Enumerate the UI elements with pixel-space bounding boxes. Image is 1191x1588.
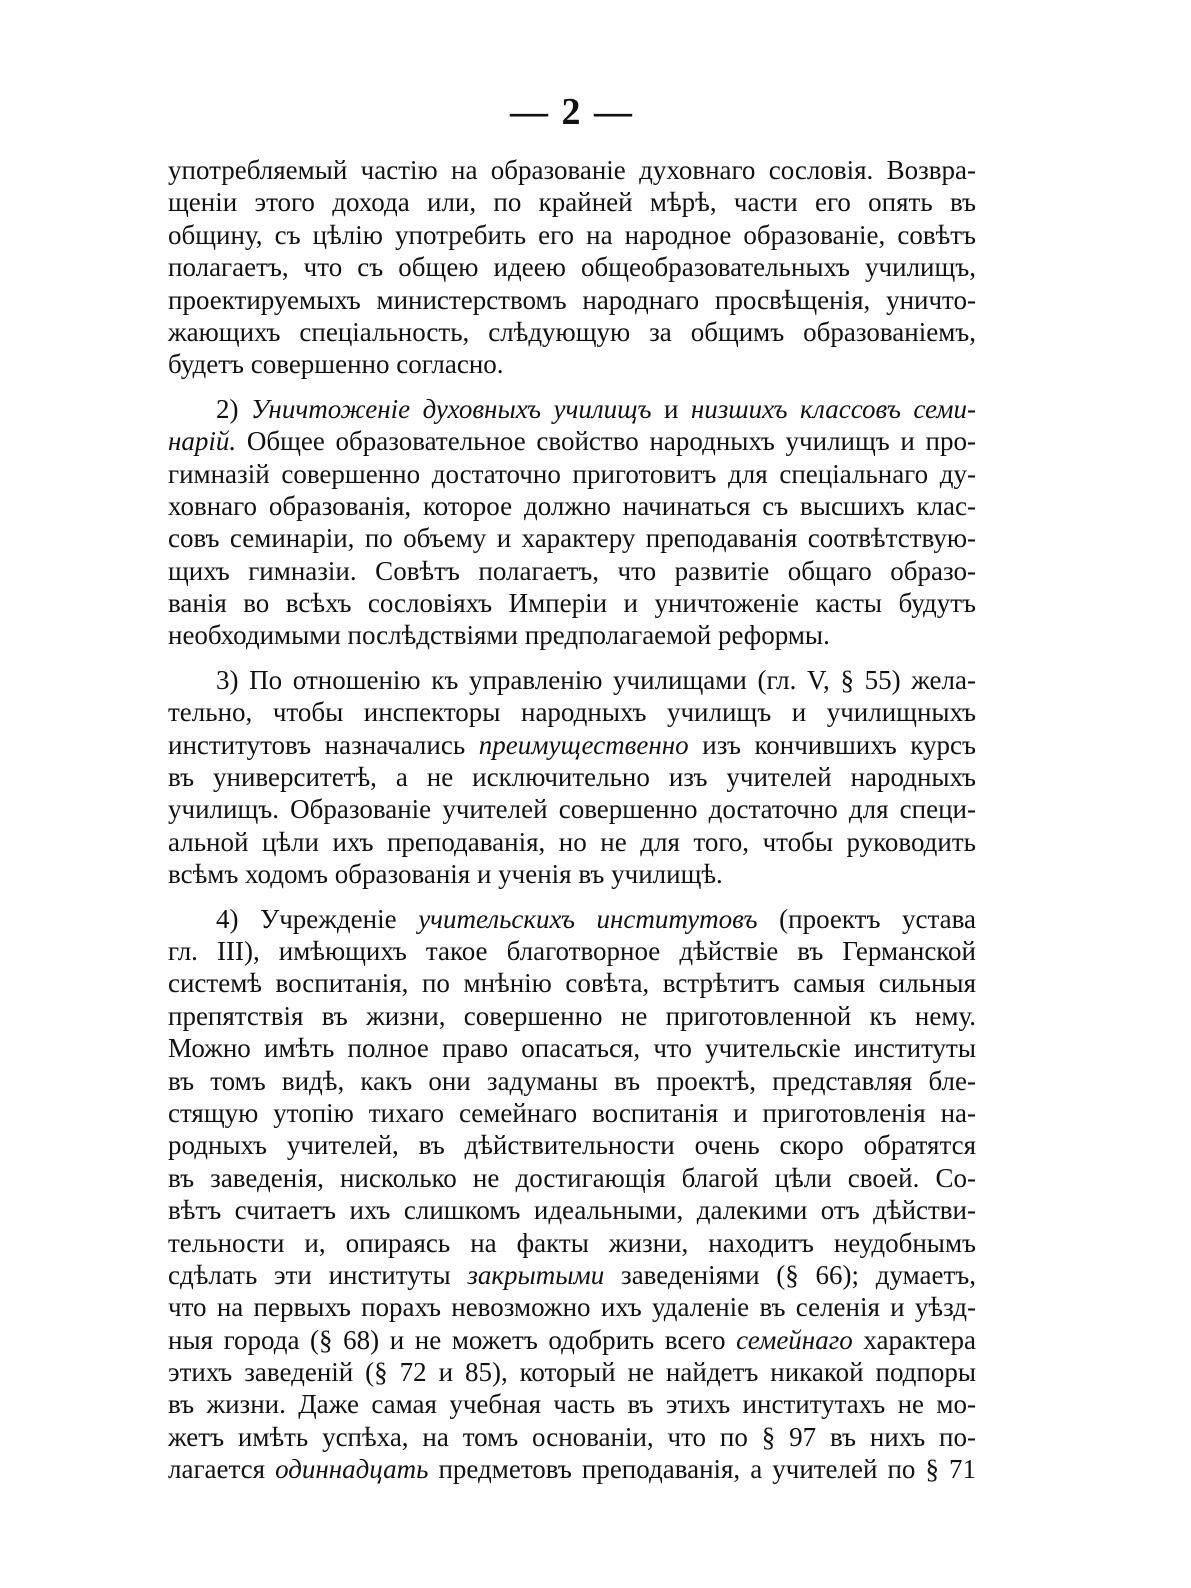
- text-segment: изъ кончившихъ курсъ: [688, 729, 976, 760]
- text-line: [168, 1259, 976, 1291]
- paragraph: [168, 903, 976, 1486]
- text-line: вѣтъ считаетъ ихъ слишкомъ идеальными, далекими отъ дѣйстви-: [168, 1195, 976, 1226]
- paragraph: [168, 664, 976, 891]
- text-line: совъ семинаріи, по объему и характеру преподаванія соотвѣтствую-: [168, 523, 976, 554]
- text-line: [168, 393, 976, 425]
- text-line: проектируемыхъ министерствомъ народнаго просвѣщенія, уничто-: [168, 284, 976, 315]
- paragraph: [168, 154, 976, 381]
- text-line: [168, 729, 976, 761]
- italic-segment: семейнаго: [736, 1324, 853, 1355]
- page: [168, 88, 976, 1486]
- text-line: [168, 903, 976, 935]
- text-line: этихъ заведеній (§ 72 и 85), который не найдетъ никакой подпоры: [168, 1357, 976, 1388]
- text-line: въ университетѣ, а не исключительно изъ учителей народныхъ: [168, 762, 976, 793]
- page-number: — 2 —: [510, 91, 634, 133]
- text-line: полагаетъ, что съ общею идеею общеобразовательныхъ училищъ,: [168, 252, 976, 283]
- text-line: необходимыми послѣдствіями предполагаемой реформы.: [168, 620, 830, 651]
- text-line: стящую утопію тихаго семейнаго воспитанія и приготовленія на-: [168, 1097, 976, 1128]
- text-line: училищъ. Образованіе учителей совершенно достаточно для специ-: [168, 794, 976, 825]
- italic-segment: нарій.: [168, 426, 237, 457]
- text-segment: характера: [852, 1324, 976, 1355]
- text-line: въ жизни. Даже самая учебная часть въ этихъ институтахъ не мо-: [168, 1389, 976, 1420]
- text-line: въ заведенія, нисколько не достигающія благой цѣли своей. Со-: [168, 1162, 976, 1193]
- italic-segment: Уничтоженіе духовныхъ училищъ: [250, 393, 652, 424]
- text-line: общину, съ цѣлію употребить его на народное образованіе, совѣтъ: [168, 219, 976, 250]
- text-segment: 4) Учрежденіе: [216, 903, 419, 934]
- text-line: [168, 1324, 976, 1356]
- text-line: гл. III), имѣющихъ такое благотворное дѣйствіе въ Германской: [168, 935, 976, 966]
- text-line: жетъ имѣть успѣха, на томъ основаніи, что по § 97 въ нихъ по-: [168, 1421, 976, 1452]
- text-segment: Общее образовательное свойство народныхъ училищъ и про-: [236, 426, 976, 457]
- text-segment: предметовъ преподаванія, а учителей по § 71: [428, 1454, 976, 1485]
- italic-segment: закрытыми: [467, 1259, 605, 1290]
- paragraph: [168, 393, 976, 652]
- text-line: препятствія въ жизни, совершенно не приготовленной къ нему.: [168, 1000, 976, 1031]
- text-segment: ныя города (§ 68) и не можетъ одобрить всего: [168, 1324, 737, 1355]
- text-line: жающихъ спеціальность, слѣдующую за общимъ образованіемъ,: [168, 316, 976, 347]
- text-line: Можно имѣть полное право опасаться, что учительскіе институты: [168, 1033, 976, 1064]
- text-segment: (проектъ устава: [757, 903, 976, 934]
- italic-segment: преимущественно: [478, 729, 689, 760]
- text-segment: и: [651, 393, 691, 424]
- text-line: всѣмъ ходомъ образованія и ученія въ училищѣ.: [168, 859, 723, 890]
- text-line: родныхъ учителей, въ дѣйствительности очень скоро обратятся: [168, 1130, 976, 1161]
- text-segment: заведеніями (§ 66); думаетъ,: [604, 1259, 976, 1290]
- text-line: употребляемый частію на образованіе духовнаго сословія. Возвра-: [168, 155, 976, 185]
- text-line: 3) По отношенію къ управленію училищами (гл. V, § 55) жела-: [216, 664, 976, 695]
- text-segment: сдѣлать эти институты: [168, 1259, 468, 1290]
- text-segment: институтовъ назначались: [168, 729, 479, 760]
- text-segment: 2): [216, 393, 251, 424]
- text-line: ванія во всѣхъ сословіяхъ Имперіи и уничтоженіе касты будутъ: [168, 588, 976, 619]
- text-line: [168, 1453, 976, 1485]
- text-line: ховнаго образованія, которое должно начинаться съ высшихъ клас-: [168, 490, 976, 521]
- text-line: альной цѣли ихъ преподаванія, но не для того, чтобы руководить: [168, 826, 976, 857]
- italic-segment: низшихъ классовъ семи-: [690, 393, 976, 424]
- text-line: гимназій совершенно достаточно приготовитъ для спеціальнаго ду-: [168, 458, 976, 489]
- italic-segment: одиннадцать: [275, 1454, 429, 1485]
- text-line: будетъ совершенно согласно.: [168, 349, 504, 380]
- text-line: тельности и, опираясь на факты жизни, находитъ неудобнымъ: [168, 1227, 976, 1258]
- italic-segment: учительскихъ институтовъ: [418, 903, 758, 934]
- text-line: [168, 425, 976, 457]
- text-line: что на первыхъ порахъ невозможно ихъ удаленіе въ селенія и уѣзд-: [168, 1292, 976, 1323]
- text-line: щихъ гимназіи. Совѣтъ полагаетъ, что развитіе общаго образо-: [168, 555, 976, 586]
- text-line: тельно, чтобы инспекторы народныхъ училищъ и училищныхъ: [168, 697, 976, 728]
- text-line: въ томъ видѣ, какъ они задуманы въ проектѣ, представляя бле-: [168, 1065, 976, 1096]
- text-line: щеніи этого дохода или, по крайней мѣрѣ, части его опять въ: [168, 187, 976, 218]
- text-segment: лагается: [168, 1454, 276, 1485]
- text-line: системѣ воспитанія, по мнѣнію совѣта, встрѣтитъ самыя сильныя: [168, 968, 976, 999]
- text-body: [168, 154, 976, 1486]
